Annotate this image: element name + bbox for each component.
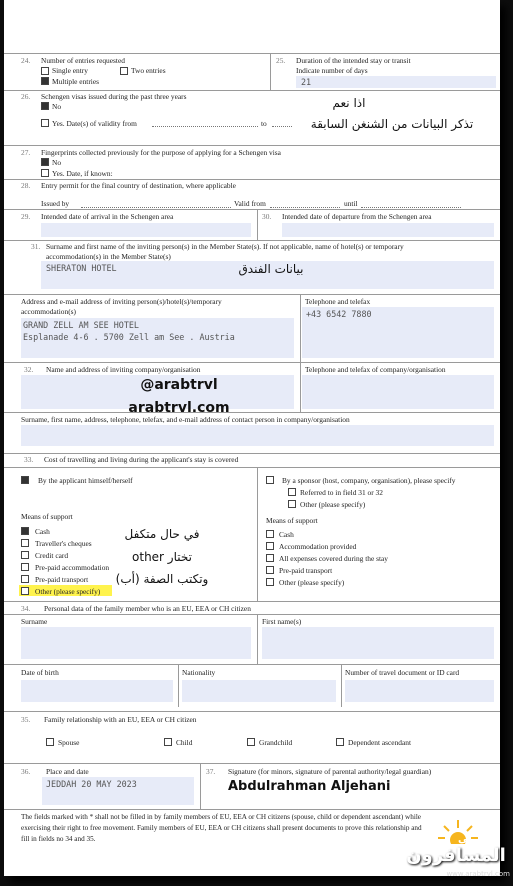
- schengen-visa-no-checkbox[interactable]: [41, 102, 49, 110]
- departure-date-input[interactable]: [282, 223, 494, 237]
- permit-until-input[interactable]: [361, 207, 461, 208]
- fingerprints-no-checkbox[interactable]: [41, 158, 49, 166]
- eu-nationality-input[interactable]: [182, 680, 336, 702]
- field-29-title: Intended date of arrival in the Schengen area: [41, 212, 174, 221]
- grandchild-checkbox[interactable]: [247, 738, 255, 746]
- hotel-address-value-2: Esplanade 4-6 . 5700 Zell am See . Austria: [23, 332, 235, 342]
- left-other-checkbox[interactable]: [21, 587, 29, 595]
- visa-application-form: [4, 0, 500, 876]
- note-hotel-data: بيانات الفندق: [238, 262, 304, 276]
- field-25-subtitle: Indicate number of days: [296, 66, 368, 75]
- fingerprints-yes-label: Yes. Date, if known:: [52, 169, 113, 178]
- right-cash-label: Cash: [279, 530, 294, 539]
- valid-from-label: Valid from: [234, 199, 266, 208]
- field-37-number: 37.: [206, 767, 216, 776]
- eu-surname-input[interactable]: [21, 627, 251, 659]
- until-label: until: [344, 199, 358, 208]
- right-other-checkbox[interactable]: [266, 578, 274, 586]
- field-36-title: Place and date: [46, 767, 89, 776]
- contact-person-label: Surname, first name, address, telephone, telefax, and e-mail address of contact person in company/organisation: [21, 415, 350, 424]
- right-all-expenses-checkbox[interactable]: [266, 554, 274, 562]
- company-phone-input[interactable]: [302, 375, 494, 409]
- left-cash-label: Cash: [35, 527, 50, 536]
- dependent-ascendant-checkbox[interactable]: [336, 738, 344, 746]
- validity-from-input[interactable]: [152, 126, 258, 127]
- schengen-visa-yes-label: Yes. Date(s) of validity from: [52, 119, 137, 128]
- duration-input[interactable]: [296, 76, 496, 88]
- eu-dob-input[interactable]: [21, 680, 173, 702]
- left-prepaid-transport-label: Pre-paid transport: [35, 575, 89, 584]
- company-phone-label: Telephone and telefax of company/organisation: [305, 365, 446, 374]
- sponsor-referred-checkbox[interactable]: [288, 488, 296, 496]
- single-entry-label: Single entry: [52, 66, 88, 75]
- field-27-title: Fingerprints collected previously for the purpose of applying for a Schengen visa: [41, 148, 281, 157]
- field-35-number: 35.: [21, 715, 31, 724]
- field-30-number: 30.: [262, 212, 272, 221]
- duration-value: 21: [301, 77, 312, 87]
- note-sponsor-2: تختار other: [132, 550, 192, 564]
- left-other-label: Other (please specify): [35, 587, 101, 596]
- field-31-title: Surname and first name of the inviting person(s) in the Member State(s). If not applicable, name of hotel(s) or temporary: [46, 242, 404, 251]
- field-24-title: Number of entries requested: [41, 56, 125, 65]
- field-31-number: 31.: [31, 242, 41, 251]
- hotel-address-label-2: accommodation(s): [21, 307, 77, 316]
- issued-by-label: Issued by: [41, 199, 70, 208]
- note-if-yes: اذا نعم: [332, 96, 366, 110]
- schengen-visa-no-label: No: [52, 102, 62, 111]
- field-32-number: 32.: [24, 365, 34, 374]
- field-26-number: 26.: [21, 92, 31, 101]
- applicant-signature: Abdulrahman Aljehani: [228, 779, 391, 794]
- hotel-address-value: GRAND ZELL AM SEE HOTEL: [23, 320, 139, 330]
- hotel-phone-label: Telephone and telefax: [305, 297, 371, 306]
- right-accommodation-label: Accommodation provided: [279, 542, 357, 551]
- validity-to-input[interactable]: [272, 126, 292, 127]
- field-25-number: 25.: [276, 56, 286, 65]
- footer-line-3: fill in fields no 34 and 35.: [21, 835, 96, 843]
- right-accommodation-checkbox[interactable]: [266, 542, 274, 550]
- sponsor-other-label: Other (please specify): [300, 500, 366, 509]
- field-31-title-2: accommodation(s) in the Member State(s): [46, 252, 171, 261]
- left-cash-checkbox[interactable]: [21, 527, 29, 535]
- eu-first-name-input[interactable]: [262, 627, 494, 659]
- permit-valid-from-input[interactable]: [270, 207, 340, 208]
- cost-by-applicant-label: By the applicant himself/herself: [38, 476, 133, 485]
- eu-document-label: Number of travel document or ID card: [345, 668, 460, 677]
- left-prepaid-transport-checkbox[interactable]: [21, 575, 29, 583]
- field-28-number: 28.: [21, 181, 31, 190]
- place-date-value: JEDDAH 20 MAY 2023: [46, 779, 137, 789]
- eu-dob-label: Date of birth: [21, 668, 59, 677]
- right-all-expenses-label: All expenses covered during the stay: [279, 554, 388, 563]
- note-sponsor-1: في حال متكفل: [124, 527, 200, 541]
- field-34-number: 34.: [21, 604, 31, 613]
- grandchild-label: Grandchild: [259, 738, 293, 747]
- multiple-entries-checkbox[interactable]: [41, 77, 49, 85]
- fingerprints-yes-checkbox[interactable]: [41, 169, 49, 177]
- note-previous-schengen: تذكر البيانات من الشنغن السابقة: [310, 117, 474, 131]
- dependent-ascendant-label: Dependent ascendant: [348, 738, 411, 747]
- right-cash-checkbox[interactable]: [266, 530, 274, 538]
- left-travellers-cheques-label: Traveller's cheques: [35, 539, 92, 548]
- field-30-title: Intended date of departure from the Schengen area: [282, 212, 432, 221]
- field-36-number: 36.: [21, 767, 31, 776]
- footer-line-1: The fields marked with * shall not be filled in by family members of EU, EEA or CH citizens (spouse, child or dependent ascendant) while: [21, 813, 422, 821]
- watermark-handle: @arabtrvl: [140, 377, 218, 393]
- field-28-title: Entry permit for the final country of destination, where applicable: [41, 181, 236, 190]
- child-checkbox[interactable]: [164, 738, 172, 746]
- child-label: Child: [176, 738, 193, 747]
- left-credit-card-checkbox[interactable]: [21, 551, 29, 559]
- left-travellers-cheques-checkbox[interactable]: [21, 539, 29, 547]
- eu-document-input[interactable]: [345, 680, 494, 702]
- issued-by-input[interactable]: [81, 207, 231, 208]
- arabtrvl-logo: [400, 818, 510, 882]
- field-25-title: Duration of the intended stay or transit: [296, 56, 411, 65]
- field-35-title: Family relationship with an EU, EEA or CH citizen: [44, 715, 197, 724]
- multiple-entries-label: Multiple entries: [52, 77, 100, 86]
- means-of-support-right-label: Means of support: [266, 516, 318, 525]
- cost-by-applicant-checkbox[interactable]: [21, 476, 29, 484]
- field-27-number: 27.: [21, 148, 31, 157]
- left-prepaid-accommodation-label: Pre-paid accommodation: [35, 563, 110, 572]
- hotel-address-label: Address and e-mail address of inviting person(s)/hotel(s)/temporary: [21, 297, 222, 306]
- watermark-site: arabtrvl.com: [128, 400, 230, 416]
- footer-line-2: exercising their right to free movement. Family members of EU, EEA or CH citizens shall present documents to prove this relationship and: [21, 824, 422, 832]
- left-prepaid-accommodation-checkbox[interactable]: [21, 563, 29, 571]
- logo-arabic-main: المسافرون: [406, 845, 506, 866]
- logo-url: www.arabtrvl.com: [446, 870, 510, 878]
- note-sponsor-3: وتكتب الصفة (أب): [115, 572, 209, 586]
- validity-to-label: to: [261, 119, 267, 128]
- cost-by-sponsor-checkbox[interactable]: [266, 476, 274, 484]
- field-33-title: Cost of travelling and living during the applicant's stay is covered: [44, 455, 239, 464]
- eu-surname-label: Surname: [21, 617, 48, 626]
- field-26-title: Schengen visas issued during the past three years: [41, 92, 187, 101]
- inviting-person-value: SHERATON HOTEL: [46, 263, 117, 273]
- field-32-title: Name and address of inviting company/organisation: [46, 365, 201, 374]
- field-33-number: 33.: [24, 455, 34, 464]
- spouse-checkbox[interactable]: [46, 738, 54, 746]
- two-entries-label: Two entries: [131, 66, 166, 75]
- hotel-phone-value: +43 6542 7880: [306, 309, 372, 319]
- field-24-number: 24.: [21, 56, 31, 65]
- field-34-title: Personal data of the family member who is an EU, EEA or CH citizen: [44, 604, 251, 613]
- field-29-number: 29.: [21, 212, 31, 221]
- right-prepaid-transport-label: Pre-paid transport: [279, 566, 333, 575]
- left-credit-card-label: Credit card: [35, 551, 69, 560]
- single-entry-checkbox[interactable]: [41, 67, 49, 75]
- two-entries-checkbox[interactable]: [120, 67, 128, 75]
- cost-by-sponsor-label: By a sponsor (host, company, organisation), please specify: [282, 476, 456, 485]
- eu-nationality-label: Nationality: [182, 668, 216, 677]
- eu-first-name-label: First name(s): [262, 617, 302, 626]
- means-of-support-left-label: Means of support: [21, 512, 73, 521]
- field-37-title: Signature (for minors, signature of parental authority/legal guardian): [228, 767, 432, 776]
- contact-person-input[interactable]: [21, 425, 494, 446]
- right-other-label: Other (please specify): [279, 578, 345, 587]
- right-prepaid-transport-checkbox[interactable]: [266, 566, 274, 574]
- logo-arabic-small: العربي: [458, 834, 491, 845]
- arrival-date-input[interactable]: [41, 223, 251, 237]
- schengen-visa-yes-checkbox[interactable]: [41, 119, 49, 127]
- sponsor-other-checkbox[interactable]: [288, 500, 296, 508]
- spouse-label: Spouse: [58, 738, 80, 747]
- fingerprints-no-label: No: [52, 158, 62, 167]
- sponsor-referred-label: Referred to in field 31 or 32: [300, 488, 383, 497]
